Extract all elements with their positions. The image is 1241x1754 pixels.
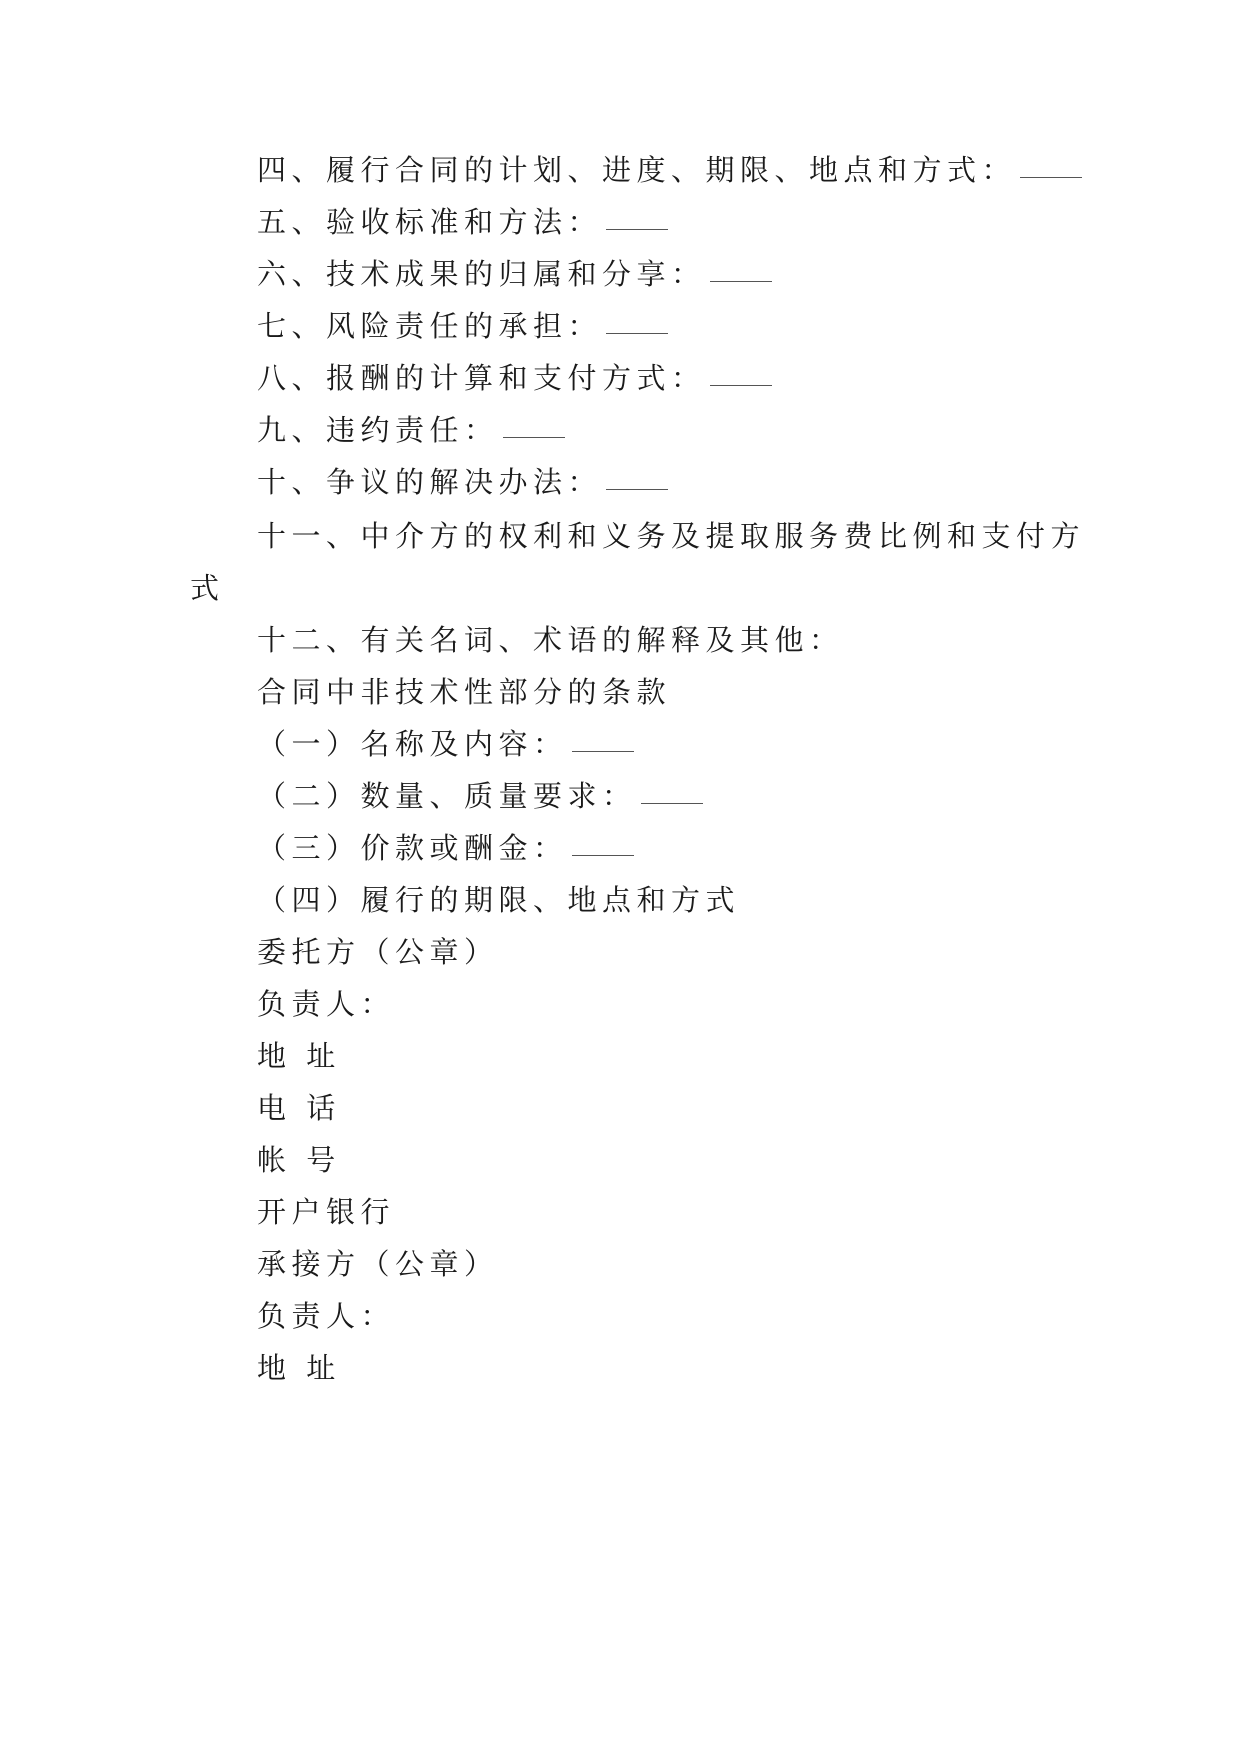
clause-7-text: 七、风险责任的承担： — [257, 309, 603, 343]
clause-5 — [257, 202, 668, 242]
client-rep-label — [257, 984, 395, 1024]
contractor-rep-label — [257, 1296, 395, 1336]
clause-4 — [257, 150, 1082, 190]
clause-12 — [257, 620, 844, 660]
contractor-address-label — [257, 1348, 341, 1388]
non-tech-item-3 — [257, 828, 634, 868]
client-bank-text: 开户银行 — [257, 1195, 396, 1229]
fill-blank[interactable] — [572, 749, 634, 752]
clause-6 — [257, 254, 772, 294]
clause-12-text: 十二、有关名词、术语的解释及其他： — [257, 623, 844, 657]
contractor-seal-text: 承接方（公章） — [257, 1247, 499, 1281]
fill-blank[interactable] — [606, 487, 668, 490]
client-address-text: 地 址 — [257, 1039, 341, 1073]
client-seal-label — [257, 932, 499, 972]
client-seal-text: 委托方（公章） — [257, 935, 499, 969]
fill-blank[interactable] — [710, 279, 772, 282]
fill-blank[interactable] — [606, 227, 668, 230]
client-rep-text: 负责人： — [257, 987, 396, 1021]
clause-5-text: 五、验收标准和方法： — [257, 205, 603, 239]
client-account-label — [257, 1140, 341, 1180]
clause-9 — [257, 410, 565, 450]
clause-8-text: 八、报酬的计算和支付方式： — [257, 361, 706, 395]
non-tech-item-3-text: （三）价款或酬金： — [257, 831, 568, 865]
contractor-seal-label — [257, 1244, 499, 1284]
client-address-label — [257, 1036, 341, 1076]
clause-10 — [257, 462, 668, 502]
clause-11-line-1 — [257, 516, 1085, 556]
clause-7 — [257, 306, 668, 346]
client-bank-label — [257, 1192, 395, 1232]
fill-blank[interactable] — [572, 853, 634, 856]
non-tech-item-1 — [257, 724, 634, 764]
client-phone-text: 电 话 — [257, 1091, 341, 1125]
clause-11-continued-text: 式 — [190, 571, 225, 605]
clause-4-text: 四、履行合同的计划、进度、期限、地点和方式： — [257, 153, 1017, 187]
non-tech-heading-text: 合同中非技术性部分的条款 — [257, 675, 672, 709]
clause-11-line-2 — [190, 568, 225, 608]
fill-blank[interactable] — [606, 331, 668, 334]
non-tech-item-4 — [257, 880, 740, 920]
clause-10-text: 十、争议的解决办法： — [257, 465, 603, 499]
non-tech-item-1-text: （一）名称及内容： — [257, 727, 568, 761]
clause-11-text: 十一、中介方的权利和义务及提取服务费比例和支付方 — [257, 519, 1086, 553]
fill-blank[interactable] — [641, 801, 703, 804]
client-phone-label — [257, 1088, 341, 1128]
fill-blank[interactable] — [710, 383, 772, 386]
contractor-address-text: 地 址 — [257, 1351, 341, 1385]
clause-6-text: 六、技术成果的归属和分享： — [257, 257, 706, 291]
contractor-rep-text: 负责人： — [257, 1299, 396, 1333]
non-tech-item-4-text: （四）履行的期限、地点和方式 — [257, 883, 741, 917]
non-tech-item-2 — [257, 776, 703, 816]
non-tech-item-2-text: （二）数量、质量要求： — [257, 779, 637, 813]
non-tech-heading — [257, 672, 671, 712]
fill-blank[interactable] — [503, 435, 565, 438]
clause-9-text: 九、违约责任： — [257, 413, 499, 447]
clause-8 — [257, 358, 772, 398]
client-account-text: 帐 号 — [257, 1143, 341, 1177]
fill-blank[interactable] — [1020, 175, 1082, 178]
